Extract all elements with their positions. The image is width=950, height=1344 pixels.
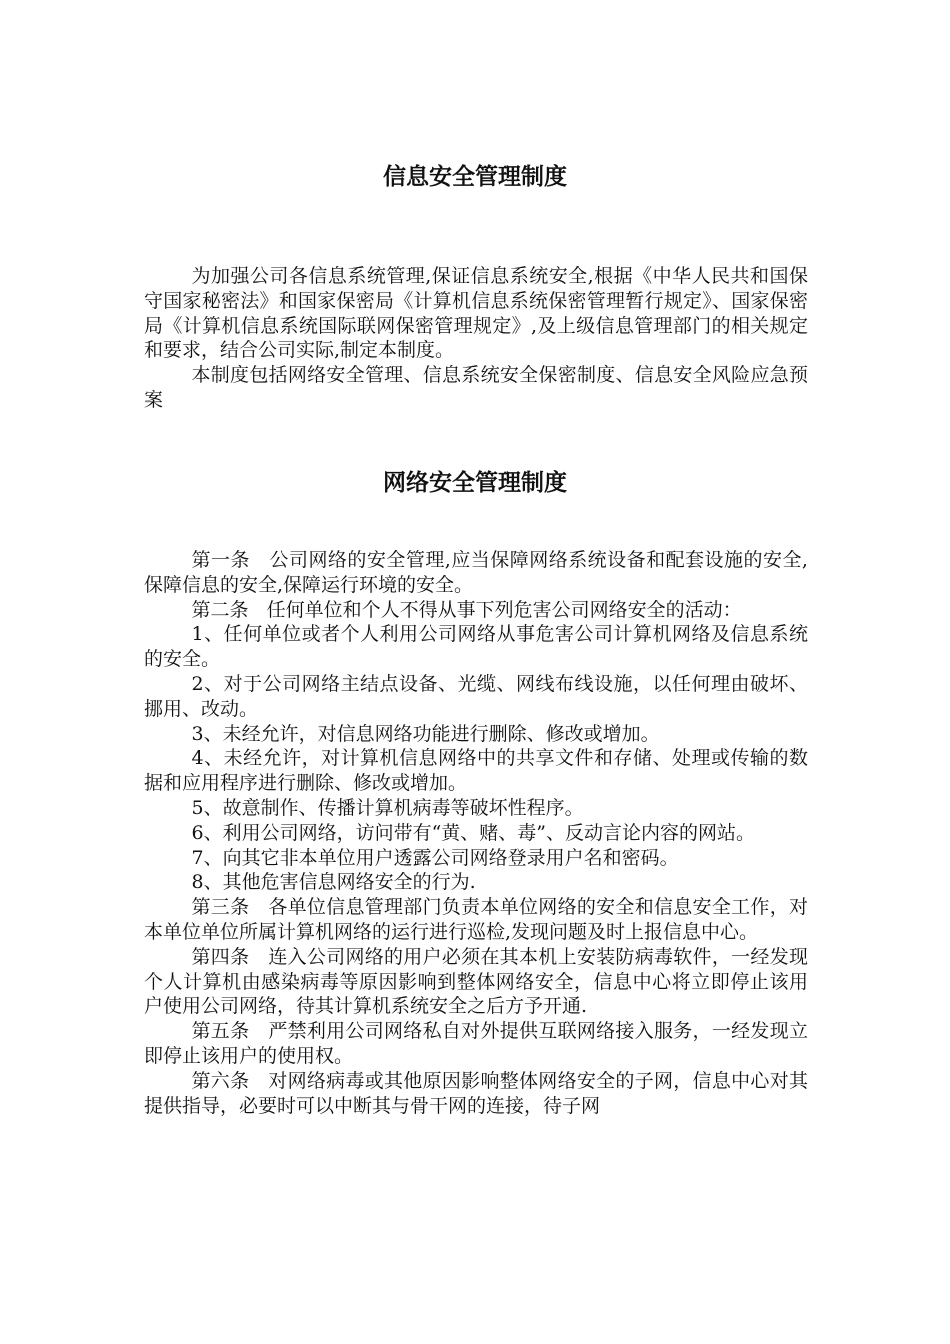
document-title: 信息安全管理制度	[383, 164, 567, 190]
article-label: 第一条	[191, 549, 250, 571]
article-text: 对网络病毒或其他原因影响整体网络安全的子网，信息中心对其提供指导，必要时可以中断其与骨干网的连接，待子网	[144, 1069, 808, 1117]
section-title: 网络安全管理制度	[383, 470, 567, 496]
list-item: 1、任何单位或者个人利用公司网络从事危害公司计算机网络及信息系统的安全。	[144, 623, 808, 671]
article-4	[144, 945, 808, 1019]
article-label: 第六条	[191, 1069, 250, 1092]
rules-section	[144, 548, 808, 1118]
article-label: 第五条	[191, 1020, 250, 1043]
article-label: 第四条	[191, 945, 250, 968]
intro-paragraph: 本制度包括网络安全管理、信息系统安全保密制度、信息安全风险应急预案	[144, 364, 808, 411]
list-item: 7、向其它非本单位用户透露公司网络登录用户名和密码。	[191, 846, 679, 869]
list-item: 3、未经允许，对信息网络功能进行删除、修改或增加。	[191, 722, 660, 745]
list-item: 4、未经允许，对计算机信息网络中的共享文件和存储、处理或传输的数据和应用程序进行删除、修改或增加。	[144, 747, 808, 795]
article-1	[144, 548, 808, 598]
list-item: 8、其他危害信息网络安全的行为.	[191, 871, 476, 894]
article-6	[144, 1069, 808, 1119]
article-5	[144, 1019, 808, 1069]
intro-section	[144, 264, 808, 413]
article-2	[144, 598, 808, 623]
list-item: 6、利用公司网络，访问带有“黄、赌、毒”、反动言论内容的网站。	[191, 821, 756, 844]
article-text: 连入公司网络的用户必须在其本机上安装防病毒软件，一经发现个人计算机由感染病毒等原因影响到整体网络安全，信息中心将立即停止该用户使用公司网络，待其计算机系统安全之后方予开通.	[144, 945, 808, 1018]
article-text: 公司网络的安全管理,应当保障网络系统设备和配套设施的安全,保障信息的安全,保障运行环境的安全。	[144, 549, 808, 596]
article-label: 第三条	[191, 896, 250, 919]
article-text: 任何单位和个人不得从事下列危害公司网络安全的活动：	[266, 598, 742, 621]
article-text: 严禁利用公司网络私自对外提供互联网络接入服务，一经发现立即停止该用户的使用权。	[144, 1020, 808, 1067]
article-3	[144, 895, 808, 945]
list-item: 2、对于公司网络主结点设备、光缆、网线布线设施，以任何理由破坏、挪用、改动。	[144, 672, 808, 720]
article-text: 各单位信息管理部门负责本单位网络的安全和信息安全工作，对本单位单位所属计算机网络的运行进行巡检,发现问题及时上报信息中心。	[144, 896, 808, 943]
list-item: 5、故意制作、传播计算机病毒等破坏性程序。	[191, 796, 584, 819]
article-label: 第二条	[191, 598, 249, 621]
intro-paragraph: 为加强公司各信息系统管理,保证信息系统安全,根据《中华人民共和国保守国家秘密法》和国家保密局《计算机信息系统保密管理暂行规定》、国家保密局《计算机信息系统国际联网保密管理规定》,及上级信息管理部门的相关规定和要求，结合公司实际,制定本制度。	[144, 265, 808, 362]
